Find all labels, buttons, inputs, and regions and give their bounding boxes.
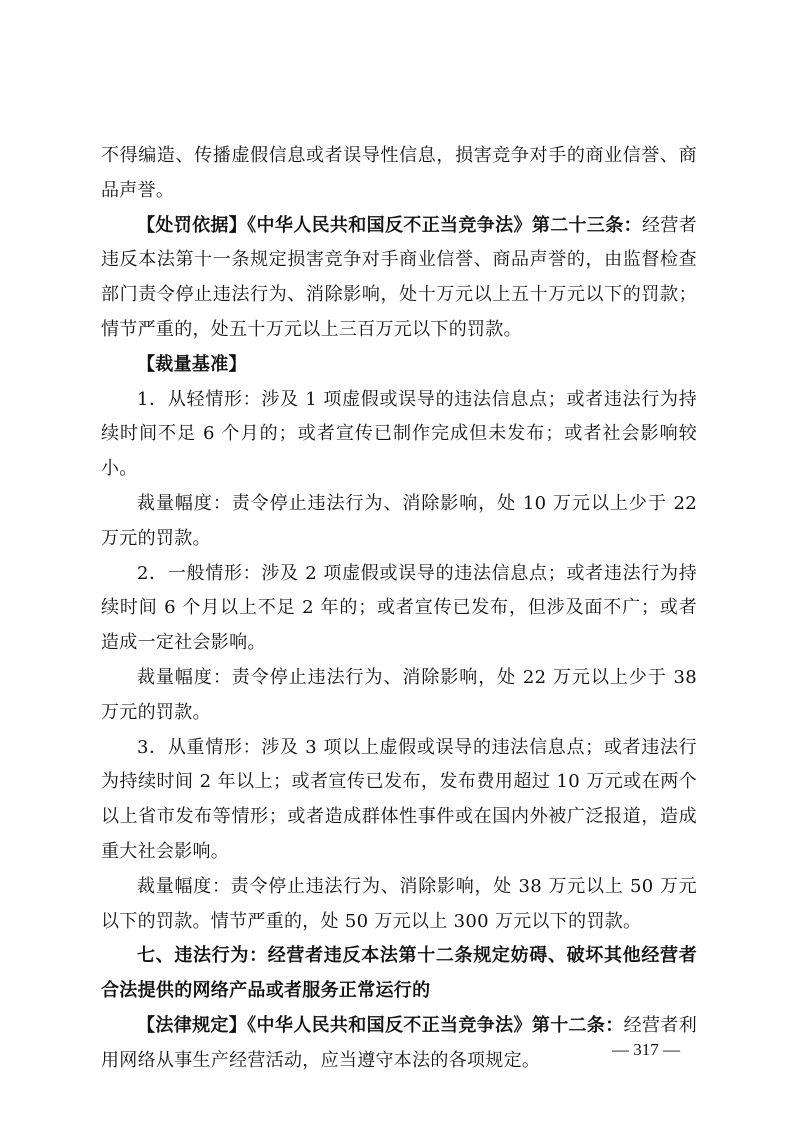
discretion-standard-heading: 【裁量基准】: [137, 353, 247, 375]
paragraph-text: 不得编造、传播虚假信息或者误导性信息，损害竞争对手的商业信誉、商品声誉。: [101, 145, 697, 201]
paragraph-legal-provision: [101, 1009, 697, 1079]
penalty-basis-text: 经营者违反本法第十一条规定损害竞争对手商业信誉、商品声誉的，由监督检查部门责令停止违法行为、消除影响，处十万元以上五十万元以下的罚款；情节严重的，处五十万元以上三百万元以下的罚款。: [101, 214, 697, 340]
paragraph-penalty-basis: [101, 209, 697, 348]
general-circumstance-text: 2．一般情形：涉及 2 项虚假或误导的违法信息点；或者违法行为持续时间 6 个月以上不足 2 年的；或者宣传已发布，但涉及面不广；或者造成一定社会影响。: [101, 562, 697, 654]
light-circumstance-text: 1．从轻情形：涉及 1 项虚假或误导的违法信息点；或者违法行为持续时间不足 6 个月的；或者宣传已制作完成但未发布；或者社会影响较小。: [101, 388, 697, 480]
violation-seven-heading: 七、违法行为：经营者违反本法第十二条规定妨碍、破坏其他经营者合法提供的网络产品或者服务正常运行的: [101, 945, 697, 1002]
page-number: — 317 —: [612, 1040, 680, 1059]
paragraph-continued-text: [101, 139, 697, 209]
penalty-basis-heading: 【处罚依据】《中华人民共和国反不正当竞争法》第二十三条：: [137, 214, 642, 236]
legal-provision-text: 经营者利用网络从事生产经营活动，应当遵守本法的各项规定。: [101, 1014, 697, 1071]
legal-provision-heading: 【法律规定】《中华人民共和国反不正当竞争法》第十二条：: [137, 1014, 624, 1036]
heavy-penalty-range-text: 裁量幅度：责令停止违法行为、消除影响，处 38 万元以上 50 万元以下的罚款。情节严重的，处 50 万元以上 300 万元以下的罚款。: [101, 875, 697, 932]
heavy-circumstance-text: 3．从重情形：涉及 3 项以上虚假或误导的违法信息点；或者违法行为持续时间 2 年以上；或者宣传已发布，发布费用超过 10 万元或在两个以上省市发布等情形；或者造成群体性事件或在国内外被广泛报道，造成重大社会影响。: [101, 736, 697, 862]
paragraph-heavy-circumstance: [101, 731, 697, 870]
paragraph-general-penalty-range: [101, 661, 697, 731]
paragraph-light-circumstance: [101, 383, 697, 487]
light-penalty-range-text: 裁量幅度：责令停止违法行为、消除影响，处 10 万元以上少于 22 万元的罚款。: [101, 492, 697, 549]
general-penalty-range-text: 裁量幅度：责令停止违法行为、消除影响，处 22 万元以上少于 38 万元的罚款。: [101, 666, 697, 723]
paragraph-general-circumstance: [101, 557, 697, 661]
body-text: [101, 139, 697, 1079]
paragraph-heavy-penalty-range: [101, 870, 697, 940]
paragraph-light-penalty-range: [101, 487, 697, 557]
paragraph-violation-seven: [101, 939, 697, 1009]
paragraph-discretion-heading: [101, 348, 697, 383]
